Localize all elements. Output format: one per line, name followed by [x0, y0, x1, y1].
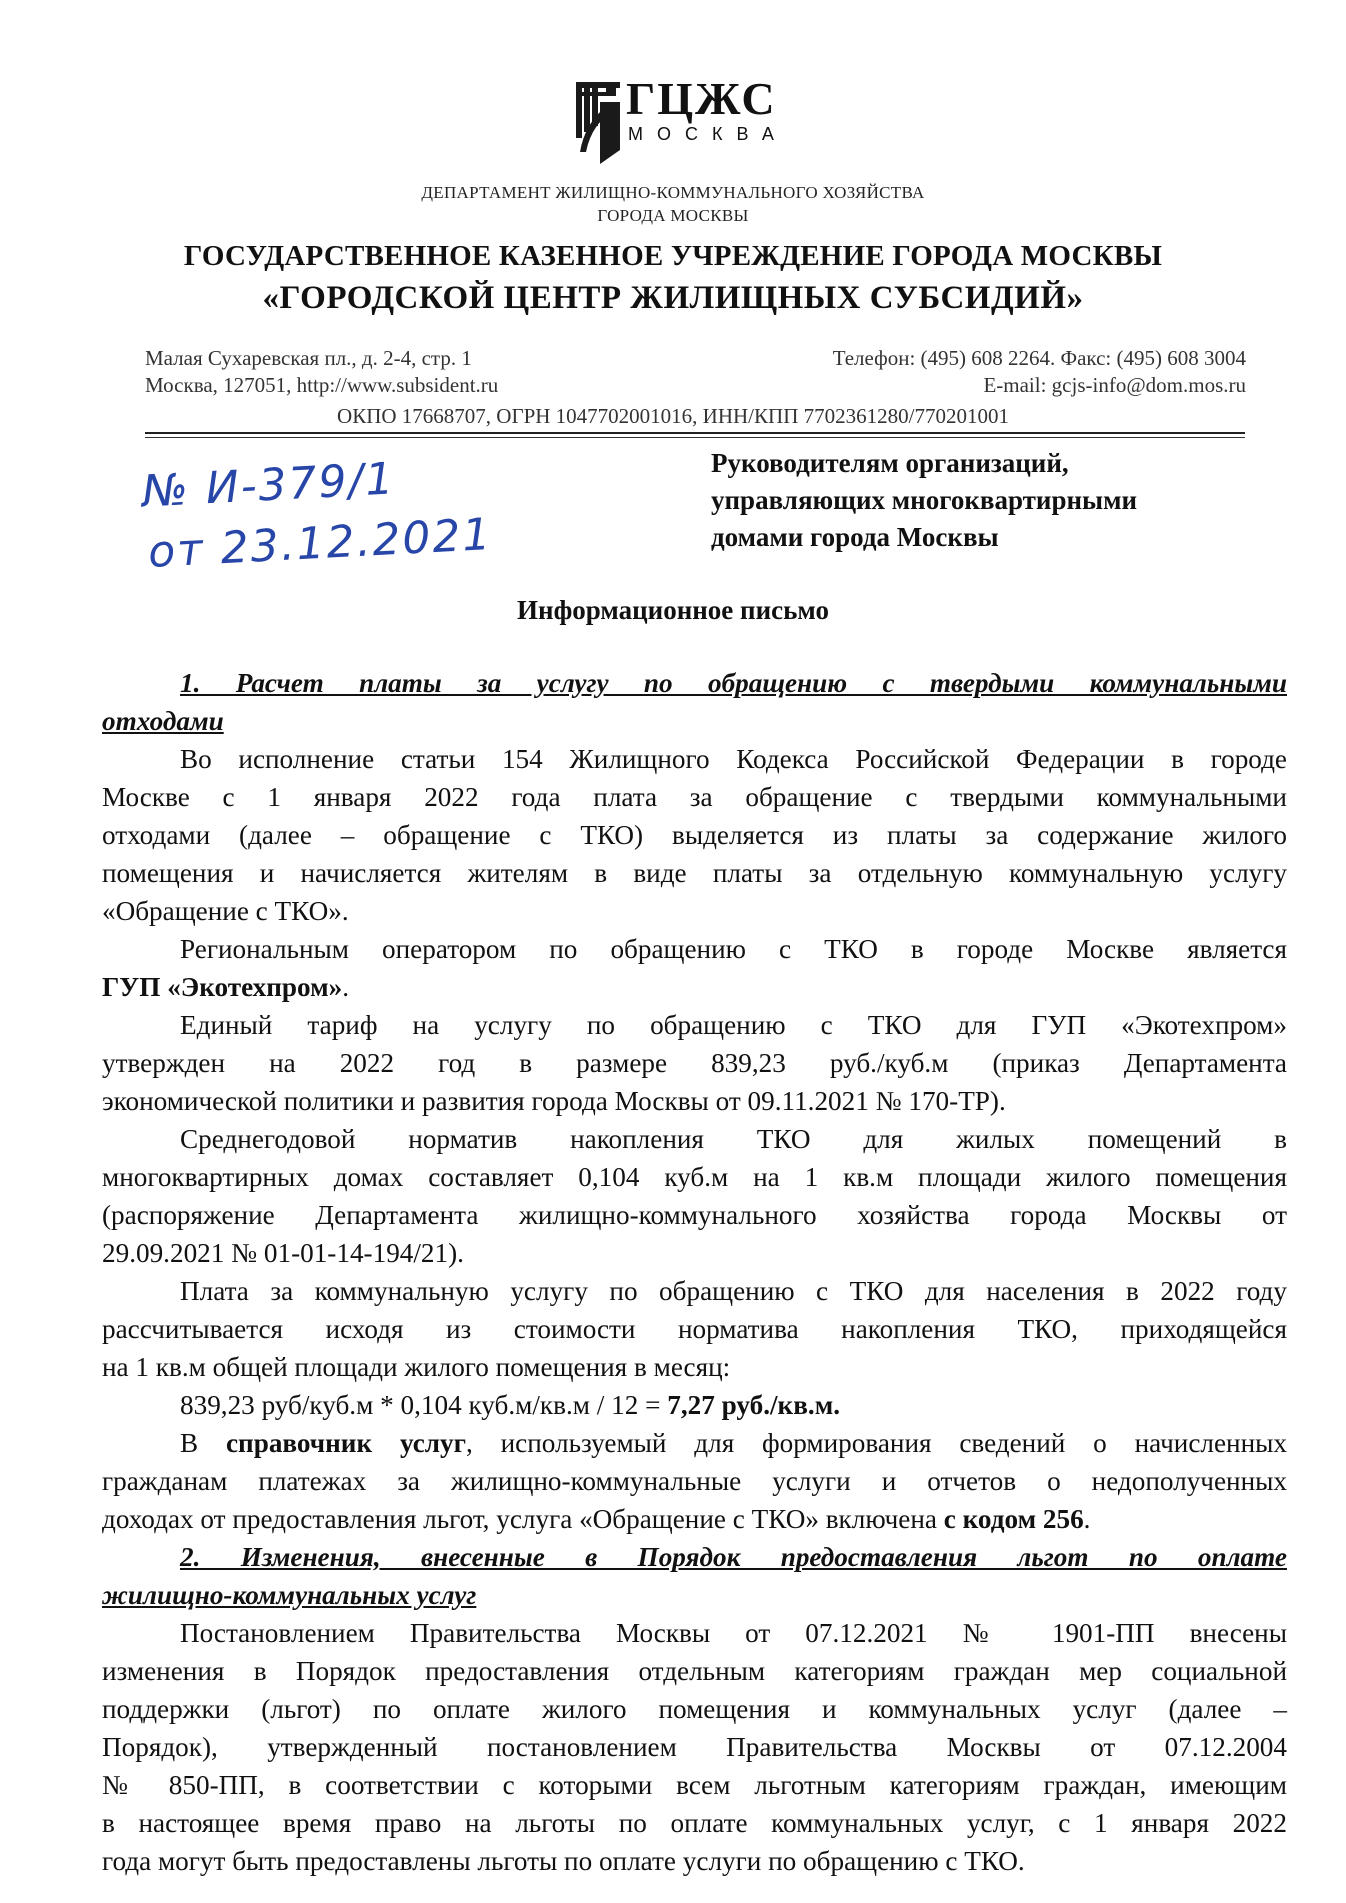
- body-line: в настоящее время право на льготы по оплате коммунальных услуг, с 1 января 2022: [102, 1808, 1287, 1838]
- addressee-line: управляющих многоквартирными: [711, 485, 1138, 515]
- document-title: Информационное письмо: [517, 595, 829, 625]
- body-line: Порядок), утвержденный постановлением Правительства Москвы от 07.12.2004: [102, 1732, 1287, 1762]
- address-line2: Москва, 127051, http://www.subsident.ru: [145, 373, 499, 397]
- department-name-line1: ДЕПАРТАМЕНТ ЖИЛИЩНО-КОММУНАЛЬНОГО ХОЗЯЙСТВА: [421, 183, 925, 202]
- registration-codes: ОКПО 17668707, ОГРН 1047702001016, ИНН/КПП 7702361280/770201001: [337, 404, 1009, 428]
- organization-logo: [576, 72, 806, 168]
- body-line: ГУП «Экотехпром».: [102, 972, 350, 1002]
- body-line: «Обращение с ТКО».: [102, 896, 349, 926]
- body-line: (распоряжение Департамента жилищно-коммунального хозяйства города Москвы от: [102, 1200, 1287, 1230]
- organization-name-line1: ГОСУДАРСТВЕННОЕ КАЗЕННОЕ УЧРЕЖДЕНИЕ ГОРОДА МОСКВЫ: [183, 240, 1163, 272]
- section1-heading-line1: 1. Расчет платы за услугу по обращению с твердыми коммунальными: [180, 668, 1287, 698]
- department-name-line2: ГОРОДА МОСКВЫ: [597, 206, 749, 225]
- body-line: многоквартирных домах составляет 0,104 куб.м на 1 кв.м площади жилого помещения: [102, 1162, 1287, 1192]
- addressee-line: домами города Москвы: [711, 522, 999, 552]
- body-line: доходах от предоставления льгот, услуга «Обращение с ТКО» включена с кодом 256.: [102, 1504, 1091, 1534]
- body-line: изменения в Порядок предоставления отдельным категориям граждан мер социальной: [102, 1656, 1287, 1686]
- section1-heading-line2: отходами: [102, 706, 224, 736]
- email-line: E-mail: gcjs-info@dom.mos.ru: [983, 373, 1246, 397]
- tariff-result: 7,27 руб./кв.м.: [667, 1390, 841, 1420]
- body-line: Москве с 1 января 2022 года плата за обращение с твердыми коммунальными: [102, 782, 1287, 812]
- body-line: Единый тариф на услугу по обращению с ТКО для ГУП «Экотехпром»: [180, 1010, 1287, 1040]
- phone-fax-line: Телефон: (495) 608 2264. Факс: (495) 608 3004: [832, 346, 1246, 370]
- body-line: отходами (далее – обращение с ТКО) выделяется из платы за содержание жилого: [102, 820, 1287, 850]
- header-divider: [145, 432, 1245, 434]
- tariff-formula: 839,23 руб/куб.м * 0,104 куб.м/кв.м / 12 = 7,27 руб./кв.м.: [180, 1390, 841, 1420]
- body-line: помещения и начисляется жителям в виде платы за отдельную коммунальную услугу: [102, 858, 1287, 888]
- body-line: Плата за коммунальную услугу по обращению с ТКО для населения в 2022 году: [180, 1276, 1287, 1306]
- handwritten-reference-number: № И-379/1: [140, 453, 397, 518]
- logo-city: МОСКВА: [628, 124, 788, 144]
- operator-name: ГУП «Экотехпром»: [102, 972, 343, 1002]
- section2-heading-line1: 2. Изменения, внесенные в Порядок предоставления льгот по оплате: [180, 1542, 1287, 1572]
- body-line: на 1 кв.м общей площади жилого помещения в месяц:: [102, 1352, 731, 1382]
- organization-name-line2: «ГОРОДСКОЙ ЦЕНТР ЖИЛИЩНЫХ СУБСИДИЙ»: [262, 280, 1084, 316]
- header-divider-thin: [145, 437, 1245, 438]
- logo-abbreviation: ГЦЖС: [626, 73, 777, 124]
- body-line: № 850-ПП, в соответствии с которыми всем льготным категориям граждан, имеющим: [102, 1770, 1287, 1800]
- section2-heading-line2: жилищно-коммунальных услуг: [102, 1580, 477, 1610]
- body-line: В справочник услуг, используемый для формирования сведений о начисленных: [180, 1428, 1287, 1458]
- body-line: рассчитывается исходя из стоимости норматива накопления ТКО, приходящейся: [102, 1314, 1287, 1344]
- body-line: года могут быть предоставлены льготы по оплате услуги по обращению с ТКО.: [102, 1846, 1025, 1876]
- service-code: с кодом 256: [943, 1504, 1084, 1534]
- body-line: поддержки (льгот) по оплате жилого помещения и коммунальных услуг (далее –: [102, 1694, 1287, 1724]
- body-line: Среднегодовой норматив накопления ТКО для жилых помещений в: [180, 1124, 1287, 1154]
- body-line: 29.09.2021 № 01-01-14-194/21).: [102, 1238, 464, 1268]
- body-line: экономической политики и развития города Москвы от 09.11.2021 № 170-ТР).: [102, 1086, 1006, 1116]
- address-line1: Малая Сухаревская пл., д. 2-4, стр. 1: [145, 346, 472, 370]
- handwritten-reference-date: от 23.12.2021: [146, 509, 494, 578]
- addressee-block: [711, 445, 1271, 556]
- body-line: Постановлением Правительства Москвы от 07.12.2021 № 1901-ПП внесены: [180, 1618, 1287, 1648]
- body-line: Во исполнение статьи 154 Жилищного Кодекса Российской Федерации в городе: [180, 744, 1287, 774]
- addressee-line: Руководителям организаций,: [711, 448, 1069, 478]
- body-line: гражданам платежах за жилищно-коммунальные услуги и отчетов о недополученных: [102, 1466, 1287, 1496]
- body-line: утвержден на 2022 год в размере 839,23 руб./куб.м (приказ Департамента: [102, 1048, 1287, 1078]
- body-line: Региональным оператором по обращению с ТКО в городе Москве является: [180, 934, 1287, 964]
